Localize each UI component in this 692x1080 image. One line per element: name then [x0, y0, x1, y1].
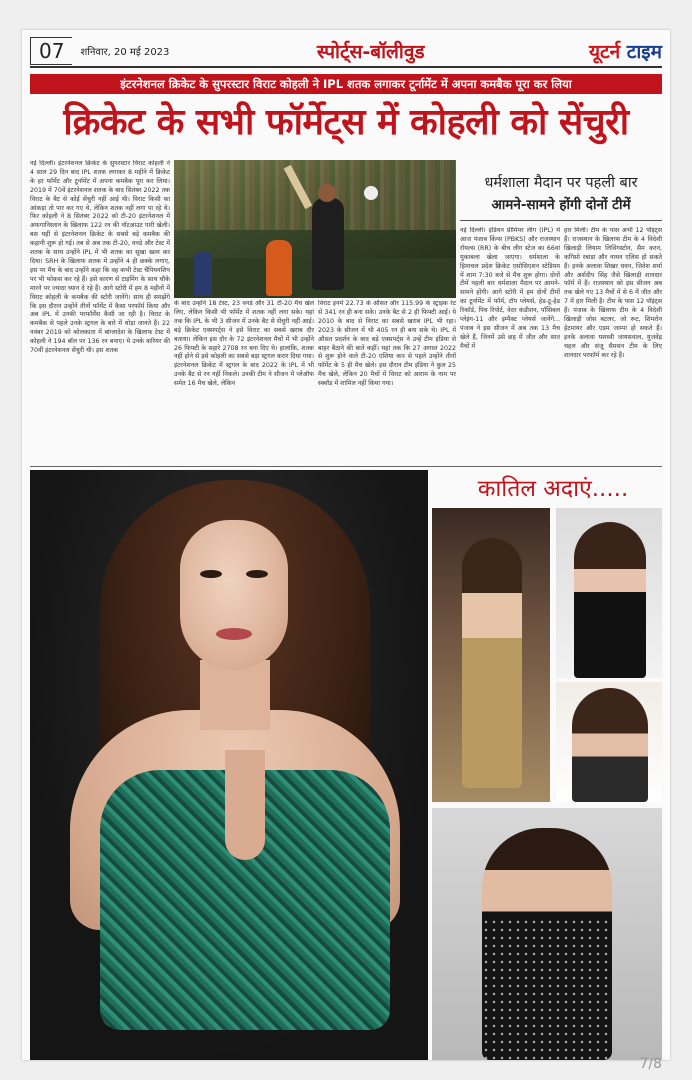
brand-logo-part-a: यूटर्न [589, 41, 621, 63]
page-number: 07 [30, 37, 72, 65]
newspaper-page [22, 30, 670, 1060]
section-divider [30, 466, 662, 467]
actress-photo-4 [432, 808, 662, 1060]
story-column-2: के बाद उन्होंने 18 टेस्ट, 23 वनडे और 31 टी-20 मैच खेल लिए, लेकिन किसी भी फॉर्मेट में शतक नहीं लगा सके। यहां तक कि IPL के भी 3 सीजन में उनके बैट से सेंचुरी नहीं आई। बड़े क्रिकेट एक्सपर्ट्स ने इसे विराट का सबसे खराब दौर बताया। लेकिन इस दौर के 72 इंटरनेशनल मैचों में भी उन्होंने 26 फिफ्टी के सहारे 2708 रन बना दिए थे। हालांकि, शतक नहीं होने से इसे कोहली का सबसे बड़ा स्ट्रगल करार दिया गया। इंटरनेशनल क्रिकेट में स्ट्रगल के बाद 2022 के IPL में भी उनके बैट से रन नहीं निकले। उनकी टीम ने सीजन में प्लेऑफ समेत 16 मैच खेले, लेकिन [174, 300, 314, 388]
story-column-1: नई दिल्ली। इंटरनेशनल क्रिकेट के सुपरस्टार विराट कोहली ने 4 साल 29 दिन बाद IPL शतक लगाकर 8 महीने में क्रिकेट के हर फॉर्मेट और टूर्नामेंट में अपना कमबैक पूरा कर लिया। 2019 में 70वें इंटरनेशनल शतक के बाद सितंबर 2022 तक विराट के बैट से कोई सेंचुरी नहीं आई थी। विराट किसी का आंकड़ा तो पार कर गए थे, लेकिन शतक नहीं लगा पा रहे थे। फिर कोहली ने 8 सितंबर 2022 को टी-20 इंटरनेशनल में अफगानिस्तान के खिलाफ 122 रन की नॉटआउट पारी खेली। बस यहीं से इंटरनेशनल क्रिकेट के सबसे बड़े कमबैक की कहानी शुरू हो गई। तब से अब तक टी-20, वनडे और टेस्ट में शतक के साथ उन्होंने IPL में भी शतक का सूखा खत्म कर दिया। SRH के खिलाफ शतक में उन्होंने 4 ही छक्के लगाए, इस पर मैच के बाद उन्होंने कहा कि वह कभी टेस्ट चैंपियनशिप पर भी फोकस कर रहे हैं। इसे कारण से टाइमिंग के साथ चौके मारने पर ज्यादा ध्यान दे रहे हैं। आगे स्टोरी में हम 8 महीनों में विराट कोहली के कमबैक की स्टोरी जानेंगे। साथ ही समझेंगे कि इस दौरान उन्होंने तीनों फॉर्मेट में कैसा परफॉर्म किया और अब IPL में उनकी परफॉर्मेंस कैसी जा रही है। विराट के कमबैक से पहले उनके स्ट्रगल के बारे में थोड़ा जानते हैं। 22 नवंबर 2019 को कोलकाता में बांग्लादेश के खिलाफ टेस्ट में कोहली ने 194 बॉल पर 136 रन बनाए। ये उनके करियर की 70वीं इंटरनेशनल सेंचुरी थी। इस शतक [30, 160, 170, 355]
batsman-figure [312, 198, 344, 290]
sidebar-heading [460, 172, 662, 216]
story-column-3: विराट इनमें 22.73 के औसत और 115.99 के स्ट्राइक रेट से 341 रन ही बना सके। उनके बैट से 2 ही फिफ्टी आईं। ये 2010 के बाद से विराट का सबसे खराब IPL भी रहा। 2023 के सीजन में भी 405 रन ही बना सके थे। IPL में औसत प्रदर्शन के बाद बड़े एक्सपर्ट्स ने उन्हें टीम इंडिया से बाहर बैठाने की बातें कहीं। यहां तक कि 27 अगस्त 2022 से शुरू होने वाले टी-20 एशिया कप से पहले उन्होंने तीनों फॉर्मेट के 5 ही मैच खेले। इस दौरान टीम इंडिया ने कुल 25 मैच खेले, लेकिन 20 मैचों में विराट को आराम के नाम पर स्क्वॉड में शामिल नहीं किया गया। [318, 300, 456, 388]
eye-left [200, 570, 222, 578]
sidebar-column-1: नई दिल्ली। इंडियन प्रीमियर लीग (IPL) में आज पंजाब किंग्स (PBKS) और राजस्थान रॉयल्स (RR) के बीच लीग स्टेज का 66वां मुकाबला खेला जाएगा। धर्मशाला के हिमाचल प्रदेश क्रिकेट एसोसिएशन स्टेडियम में शाम 7:30 बजे से मैच शुरू होगा। दोनों टीमें पहली बार धर्मशाला मैदान पर आमने-सामने होंगी। आगे स्टोरी में हम दोनों टीमों का टूर्नामेंट में फॉर्म, टॉप प्लेयर्स, हेड-टू-हेड रिकॉर्ड, पिच रिपोर्ट, वेदर कंडीशन, पॉसिबल प्लेइंग-11 और इम्पैक्ट प्लेयर्स जानेंगे... पंजाब ने इस सीजन में अब तक 13 मैच खेले हैं, जिनमें उसे छह में जीत और सात मैचों में [460, 227, 560, 350]
sidebar-heading-line-1: धर्मशाला मैदान पर पहली बार [484, 175, 638, 191]
actress-photo-3 [556, 682, 662, 802]
sidebar-column-2: हार मिली। टीम के पास अभी 12 पॉइंट्स हैं। राजस्थान के खिलाफ टीम के 4 विदेशी खिलाड़ी लियाम लिविंगस्टोन, सैम करन, कगिसो रबाडा और नाथन एलिस हो सकते हैं। इनके अलावा शिखर धवन, जितेश शर्मा और अर्शदीप सिंह जैसे खिलाड़ी शानदार फॉर्म में हैं। राजस्थान को इस सीजन अब तक खेले गए 13 मैचों में से 6 में जीत और 7 में हार मिली है। टीम के पास 12 पॉइंट्स हैं। पंजाब के खिलाफ टीम के 4 विदेशी खिलाड़ी जोस बटलर, जो रूट, शिमरोन हेटमायर और एडम जाम्पा हो सकते हैं। इनके अलावा यशस्वी जायसवाल, युजवेंद्र चहल और संजू सैमसन टीम के लिए शानदार परफॉर्म कर रहे हैं। [564, 227, 662, 359]
figure [574, 522, 646, 678]
umpire-figure [194, 252, 212, 296]
story-headline: क्रिकेट के सभी फॉर्मेट्स में कोहली को सेंचुरी [63, 102, 629, 143]
page-counter: 7/8 [639, 1056, 662, 1072]
figure [462, 538, 522, 788]
masthead [30, 36, 662, 66]
issue-date: शनिवार, 20 मई 2023 [80, 47, 170, 58]
brand-logo-part-b: टाइम [620, 41, 662, 63]
eye-right [246, 570, 268, 578]
brand-logo [589, 38, 662, 64]
studded-jacket [482, 918, 612, 1060]
face [180, 520, 288, 670]
actress-main-photo [30, 470, 428, 1060]
figure [572, 688, 648, 802]
bollywood-heading: कातिल अदाएं..... [477, 476, 629, 502]
cricket-photo [174, 160, 456, 298]
fielder-figure [266, 240, 292, 296]
neck [200, 660, 270, 730]
actress-photo-2 [556, 508, 662, 678]
sidebar-rule [460, 220, 662, 221]
sidebar-heading-line-2: आमने-सामने होंगी दोनों टीमें [491, 197, 631, 213]
lips [216, 628, 252, 640]
sequin-top [100, 770, 390, 1030]
section-name: स्पोर्ट्स-बॉलीवुड [316, 41, 425, 63]
masthead-rule [30, 66, 662, 68]
raised-glove [364, 186, 378, 200]
actress-photo-1 [432, 508, 550, 802]
story-kicker: इंटरनेशनल क्रिकेट के सुपरस्टार विराट कोहली ने IPL शतक लगाकर टूर्नामेंट में अपना कमबैक पूरा कर लिया [30, 74, 662, 94]
